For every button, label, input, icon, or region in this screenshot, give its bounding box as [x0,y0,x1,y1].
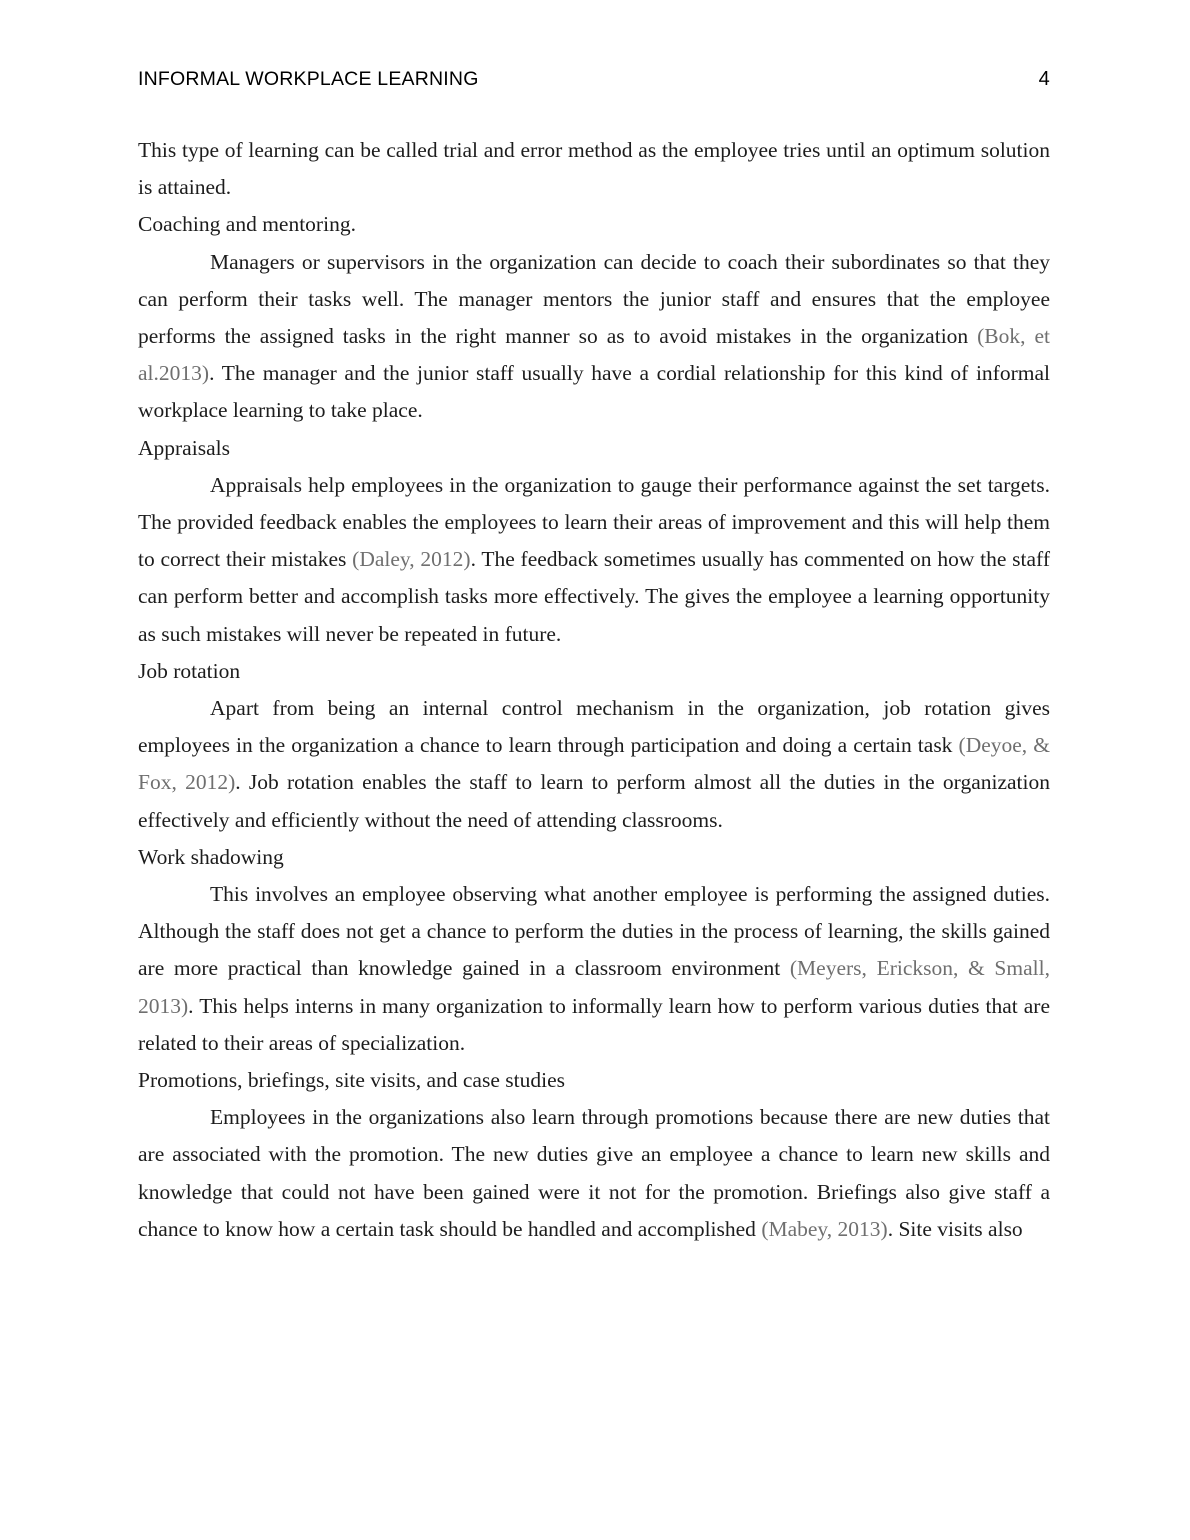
heading-appraisals-label: Appraisals [138,435,230,460]
heading-appraisals [138,430,1050,467]
citation-deyoe-fox-2012: (Deyoe, & Fox, 2012) [138,733,1050,795]
heading-coaching-label: Coaching and mentoring. [138,212,356,237]
paragraph-intro-text: This type of learning can be called trial and error method as the employee tries until an optimum solution is attained. [138,138,1050,200]
paragraph-promotions-part1: Employees in the organizations also learn through promotions because there are new duties that are associated with the promotion. The new duties give an employee a chance to learn new skills and knowledge that could not have been gained were it not for the promotion. Briefings also give staff a chance to know how a certain task should be handled and accomplished [138,1105,1050,1241]
paragraph-appraisals [138,467,1050,653]
running-head-title: INFORMAL WORKPLACE LEARNING [138,68,479,90]
citation-mabey-2013: (Mabey, 2013) [761,1216,888,1241]
paragraph-work-shadowing-part2: . This helps interns in many organization to informally learn how to perform various duties that are related to their areas of specialization. [138,993,1050,1055]
heading-job-rotation-label: Job rotation [138,658,241,683]
paragraph-intro [138,132,1050,206]
heading-promotions-label: Promotions, briefings, site visits, and case studies [138,1068,565,1093]
heading-coaching-and-mentoring [138,206,1050,243]
heading-work-shadowing [138,839,1050,876]
paragraph-promotions [138,1099,1050,1248]
heading-work-shadowing-label: Work shadowing [138,844,284,869]
paragraph-job-rotation [138,690,1050,839]
paragraph-appraisals-part1: Appraisals help employees in the organization to gauge their performance against the set targets. The provided feedback enables the employees to learn their areas of improvement and this will help them to correct their mistakes [138,472,1050,572]
running-head [138,68,1050,91]
document-body [138,132,1050,1248]
paragraph-promotions-part2: . Site visits also [887,1216,1023,1241]
paragraph-coaching [138,244,1050,430]
citation-bok-2013: (Bok, et al.2013) [138,324,1050,386]
heading-promotions-briefings-site-visits-case-studies [138,1062,1050,1099]
citation-meyers-erickson-small-2013: (Meyers, Erickson, & Small, 2013) [138,956,1050,1018]
page-number: 4 [1038,68,1050,90]
paragraph-appraisals-part2: . The feedback sometimes usually has commented on how the staff can perform better and accomplish tasks more effectively. The gives the employee a learning opportunity as such mistakes will never be repeated in future. [138,547,1050,646]
paragraph-job-rotation-part1: Apart from being an internal control mechanism in the organization, job rotation gives employees in the organization a chance to learn through participation and doing a certain task [138,696,1050,758]
citation-daley-2012: (Daley, 2012) [352,547,471,572]
heading-job-rotation [138,653,1050,690]
paragraph-coaching-part2: . The manager and the junior staff usually have a cordial relationship for this kind of informal workplace learning to take place. [138,361,1050,423]
paragraph-work-shadowing [138,876,1050,1062]
paragraph-job-rotation-part2: . Job rotation enables the staff to learn to perform almost all the duties in the organization effectively and efficiently without the need of attending classrooms. [138,770,1051,832]
paragraph-coaching-part1: Managers or supervisors in the organization can decide to coach their subordinates so that they can perform their tasks well. The manager mentors the junior staff and ensures that the employee performs the assigned tasks in the right manner so as to avoid mistakes in the organization [138,249,1050,349]
paragraph-work-shadowing-part1: This involves an employee observing what another employee is performing the assigned duties. Although the staff does not get a chance to perform the duties in the process of learning, the skills gained are more practical than knowledge gained in a classroom environment [138,882,1050,981]
